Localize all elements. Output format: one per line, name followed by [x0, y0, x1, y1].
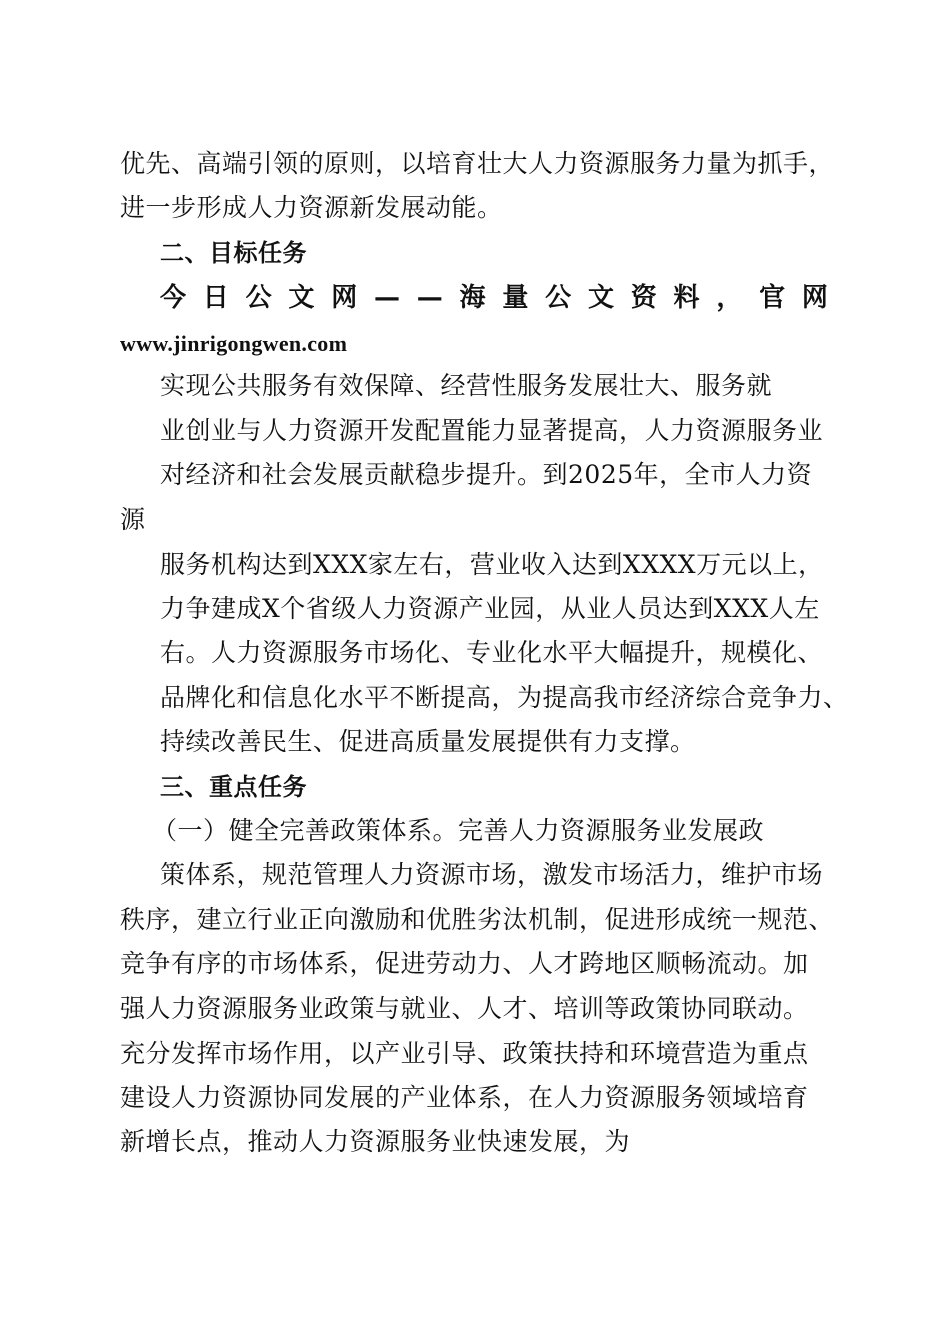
paragraph-line-4: 业创业与人力资源开发配置能力显著提高，人力资源服务业: [160, 416, 824, 445]
paragraph-line-2: 进一步形成人力资源新发展动能。: [120, 193, 503, 222]
paragraph-line-13: 策体系，规范管理人力资源市场，激发市场活力，维护市场: [160, 860, 824, 889]
paragraph-line-17: 充分发挥市场作用，以产业引导、政策扶持和环境营造为重点: [120, 1039, 809, 1068]
watermark-banner-char: 资: [630, 283, 657, 313]
watermark-banner-char: 公: [245, 283, 272, 313]
watermark-banner-char: 公: [545, 283, 572, 313]
watermark-banner-char: 料: [673, 283, 700, 313]
watermark-banner-char: 量: [502, 283, 529, 313]
paragraph-line-5: 对经济和社会发展贡献稳步提升。到2025年，全市人力资: [160, 460, 813, 489]
watermark-banner-char: ，: [716, 283, 743, 313]
watermark-banner-char: 日: [202, 283, 229, 313]
paragraph-line-11: 持续改善民生、促进高质量发展提供有力支撑。: [160, 727, 696, 756]
watermark-banner-char: 文: [288, 283, 315, 313]
watermark-banner-char: 网: [331, 283, 358, 313]
watermark-banner: [160, 282, 828, 314]
watermark-banner-char: 网: [801, 283, 828, 313]
paragraph-line-18: 建设人力资源协同发展的产业体系，在人力资源服务领域培育: [120, 1083, 809, 1112]
watermark-banner-char: 今: [160, 283, 187, 313]
paragraph-line-12: （一）健全完善政策体系。完善人力资源服务业发展政: [152, 816, 765, 845]
watermark-banner-char: 海: [459, 283, 486, 313]
paragraph-line-1: 优先、高端引领的原则，以培育壮大人力资源服务力量为抓手，: [120, 149, 835, 178]
section-heading-2: 二、目标任务: [160, 239, 307, 267]
paragraph-line-3: 实现公共服务有效保障、经营性服务发展壮大、服务就: [160, 371, 773, 400]
paragraph-line-8: 力争建成X个省级人力资源产业园，从业人员达到XXX人左: [160, 594, 820, 623]
paragraph-line-16: 强人力资源服务业政策与就业、人才、培训等政策协同联动。: [120, 994, 809, 1023]
watermark-banner-char: 文: [587, 283, 614, 313]
paragraph-line-9: 右。人力资源服务市场化、专业化水平大幅提升，规模化、: [160, 638, 824, 667]
paragraph-line-10: 品牌化和信息化水平不断提高，为提高我市经济综合竞争力、: [160, 683, 849, 712]
paragraph-line-14: 秩序，建立行业正向激励和优胜劣汰机制，促进形成统一规范、: [120, 905, 835, 934]
watermark-banner-char: —: [416, 283, 443, 313]
paragraph-line-19: 新增长点，推动人力资源服务业快速发展，为: [120, 1127, 631, 1156]
watermark-banner-char: 官: [759, 283, 786, 313]
paragraph-line-15: 竞争有序的市场体系，促进劳动力、人才跨地区顺畅流动。加: [120, 949, 809, 978]
paragraph-line-6: 源: [120, 505, 146, 534]
paragraph-line-7: 服务机构达到XXX家左右，营业收入达到XXXX万元以上，: [160, 550, 824, 579]
watermark-banner-char: —: [373, 283, 400, 313]
section-heading-3: 三、重点任务: [160, 773, 307, 801]
watermark-url: www.jinrigongwen.com: [120, 331, 348, 356]
